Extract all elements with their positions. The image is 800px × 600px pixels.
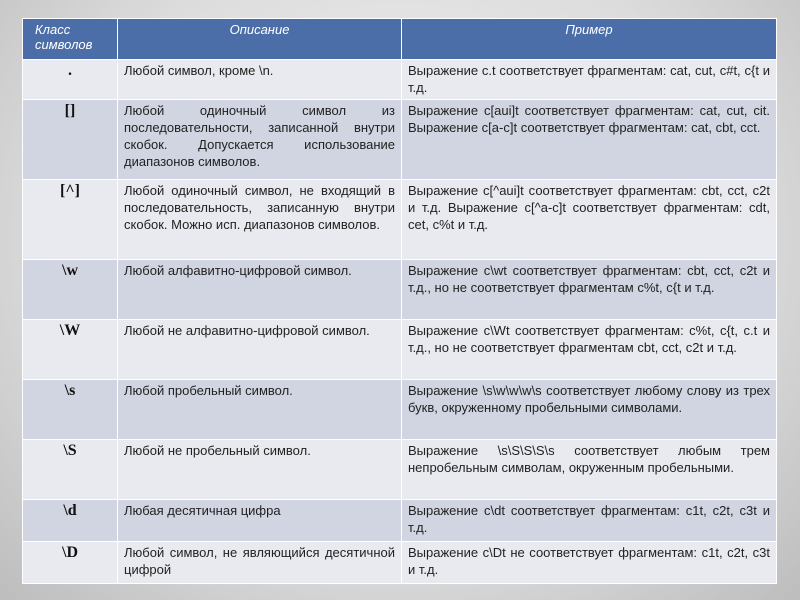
table-row	[23, 320, 777, 380]
row-description: Любой пробельный символ.	[118, 380, 402, 440]
table-header-row	[23, 19, 777, 60]
row-symbol: \s	[23, 380, 118, 440]
row-symbol: []	[23, 100, 118, 180]
table-row	[23, 440, 777, 500]
header-example: Пример	[402, 19, 777, 60]
row-symbol: \D	[23, 542, 118, 584]
row-description: Любой не пробельный символ.	[118, 440, 402, 500]
header-description: Описание	[118, 19, 402, 60]
table-row	[23, 100, 777, 180]
row-example: Выражение \s\S\S\S\s соответствует любым трем непробельным символам, окруженным пробельными.	[402, 440, 777, 500]
row-example: Выражение c\wt соответствует фрагментам: cbt, cct, c2t и т.д., но не соответствует фрагментам c%t, c{t и т.д.	[402, 260, 777, 320]
table-row	[23, 180, 777, 260]
row-example: Выражение c\Wt соответствует фрагментам: c%t, c{t, c.t и т.д., но не соответствует фрагментам cbt, cct, c2t и т.д.	[402, 320, 777, 380]
table-row	[23, 380, 777, 440]
row-description: Любая десятичная цифра	[118, 500, 402, 542]
row-example: Выражение c\Dt не соответствует фрагментам: c1t, c2t, c3t и т.д.	[402, 542, 777, 584]
row-example: Выражение c[^aui]t соответствует фрагментам: cbt, cct, c2t и т.д. Выражение c[^a-c]t соответствует фрагментам: cdt, cet, c%t и т.д.	[402, 180, 777, 260]
row-symbol: \d	[23, 500, 118, 542]
table-row	[23, 500, 777, 542]
row-symbol: [^]	[23, 180, 118, 260]
row-description: Любой одиночный символ, не входящий в последовательность, записанную внутри скобок. Можно исп. диапазонов символов.	[118, 180, 402, 260]
row-symbol: .	[23, 60, 118, 100]
table-row	[23, 542, 777, 584]
row-description: Любой символ, кроме \n.	[118, 60, 402, 100]
header-class: Класс символов	[23, 19, 118, 60]
row-symbol: \W	[23, 320, 118, 380]
row-example: Выражение c.t соответствует фрагментам: cat, cut, c#t, c{t и т.д.	[402, 60, 777, 100]
row-description: Любой символ, не являющийся десятичной цифрой	[118, 542, 402, 584]
regex-table-frame	[22, 18, 776, 582]
row-description: Любой одиночный символ из последовательности, записанной внутри скобок. Допускается использование диапазонов символов.	[118, 100, 402, 180]
row-symbol: \S	[23, 440, 118, 500]
row-description: Любой не алфавитно-цифровой символ.	[118, 320, 402, 380]
row-example: Выражение c[aui]t соответствует фрагментам: cat, cut, cit. Выражение c[a-c]t соответствует фрагментам: cat, cbt, cct.	[402, 100, 777, 180]
regex-character-class-table	[22, 18, 777, 584]
row-symbol: \w	[23, 260, 118, 320]
row-example: Выражение \s\w\w\w\s соответствует любому слову из трех букв, окруженному пробельными символами.	[402, 380, 777, 440]
table-row	[23, 60, 777, 100]
row-example: Выражение c\dt соответствует фрагментам: c1t, c2t, c3t и т.д.	[402, 500, 777, 542]
row-description: Любой алфавитно-цифровой символ.	[118, 260, 402, 320]
table-row	[23, 260, 777, 320]
